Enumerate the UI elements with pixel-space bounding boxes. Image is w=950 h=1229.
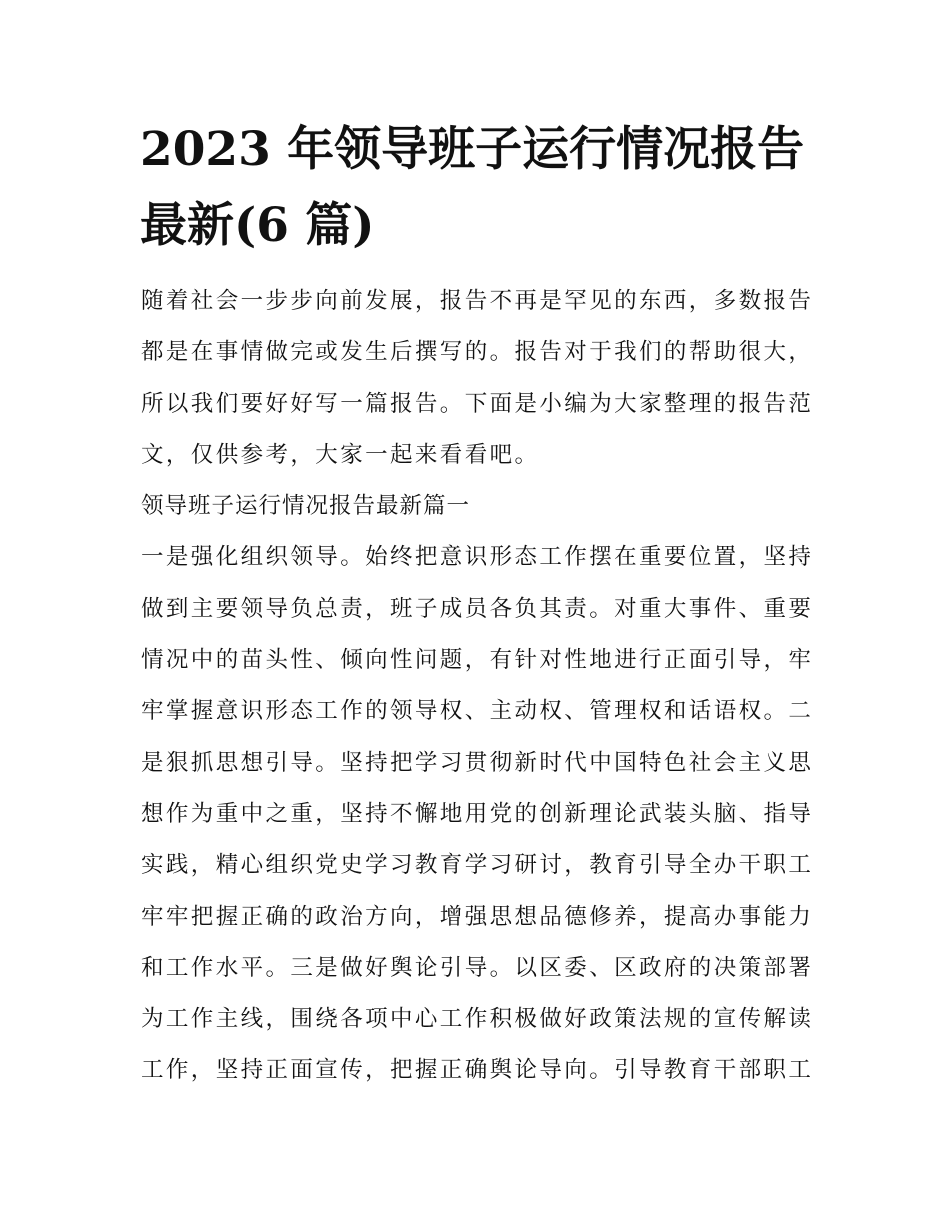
title-line: 2023 年领导班子运行情况报告	[140, 122, 805, 177]
intro-line: 文，仅供参考，大家一起来看看吧。	[141, 441, 540, 468]
body-line: 牢牢把握正确的政治方向，增强思想品德修养，提高办事能力	[141, 903, 814, 930]
body-line: 实践，精心组织党史学习教育学习研讨，教育引导全办干职工	[141, 852, 814, 879]
document-title	[140, 112, 820, 264]
body-line: 一是强化组织领导。始终把意识形态工作摆在重要位置，坚持	[141, 544, 814, 571]
body-line: 情况中的苗头性、倾向性问题，有针对性地进行正面引导，牢	[141, 647, 814, 674]
body-line: 做到主要领导负总责，班子成员各负其责。对重大事件、重要	[141, 595, 814, 622]
section-heading: 领导班子运行情况报告最新篇一	[141, 493, 471, 520]
intro-line: 所以我们要好好写一篇报告。下面是小编为大家整理的报告范	[141, 390, 814, 417]
body-line: 为工作主线，围绕各项中心工作积极做好政策法规的宣传解读	[141, 1006, 814, 1033]
body-line: 想作为重中之重，坚持不懈地用党的创新理论武装头脑、指导	[141, 800, 814, 827]
body-line: 和工作水平。三是做好舆论引导。以区委、区政府的决策部署	[141, 954, 814, 981]
body-line: 工作，坚持正面宣传，把握正确舆论导向。引导教育干部职工	[141, 1057, 814, 1084]
title-line: 最新(6 篇)	[140, 198, 375, 253]
intro-line: 都是在事情做完或发生后撰写的。报告对于我们的帮助很大，	[141, 339, 814, 366]
body-line: 是狠抓思想引导。坚持把学习贯彻新时代中国特色社会主义思	[141, 749, 814, 776]
body-line: 牢掌握意识形态工作的领导权、主动权、管理权和话语权。二	[141, 698, 814, 725]
intro-line: 随着社会一步步向前发展，报告不再是罕见的东西，多数报告	[141, 288, 814, 314]
document-body	[141, 276, 821, 1097]
